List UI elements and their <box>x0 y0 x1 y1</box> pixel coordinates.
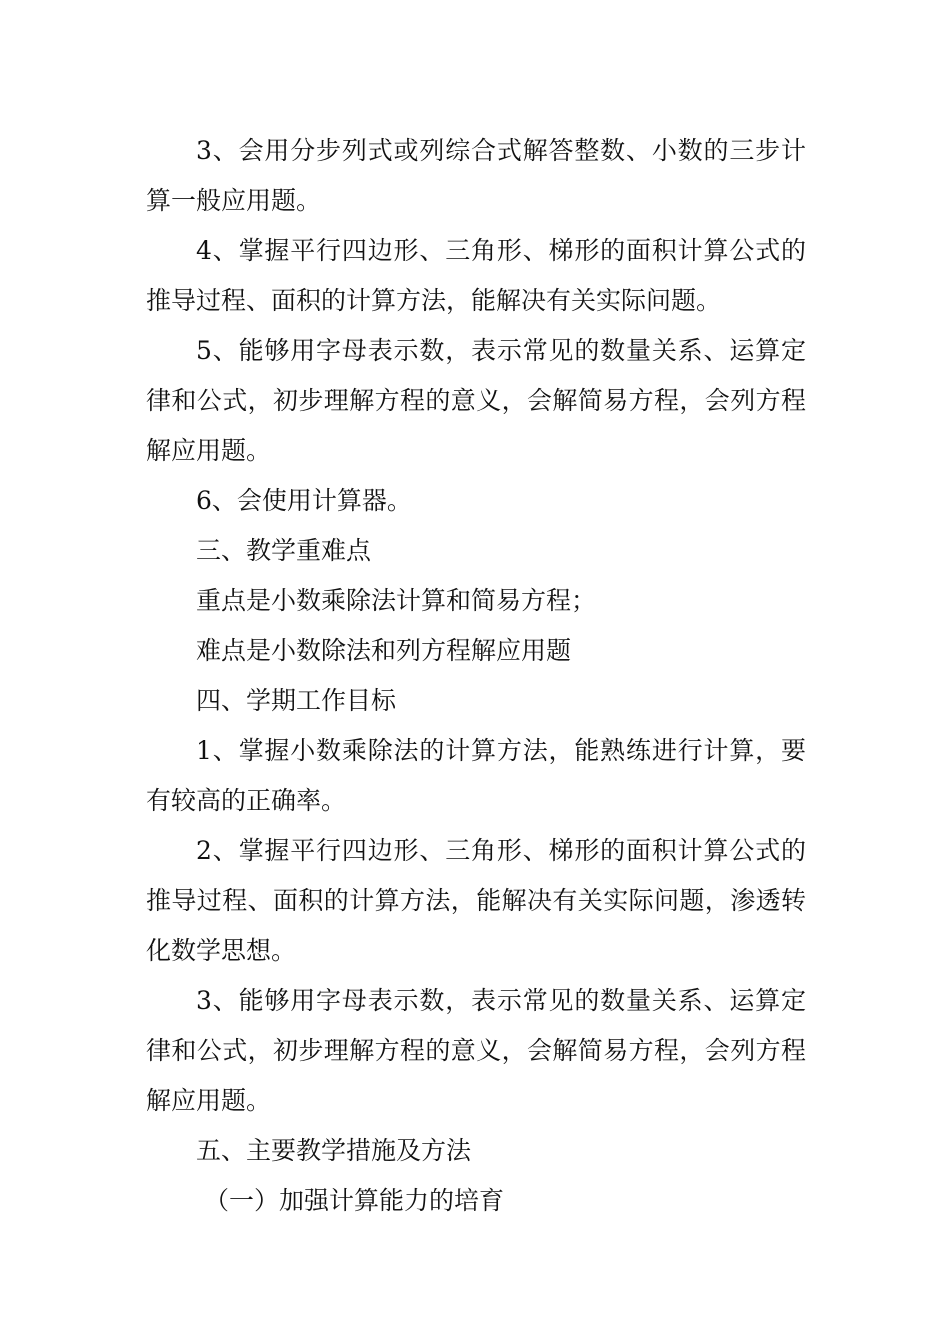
paragraph-term-goal-1: 1、掌握小数乘除法的计算方法，能熟练进行计算，要有较高的正确率。 <box>146 736 806 815</box>
paragraph-difficult-point: 难点是小数除法和列方程解应用题 <box>196 636 572 665</box>
section-heading-key-points: 三、教学重难点 <box>196 536 372 565</box>
section-heading-measures: 五、主要教学措施及方法 <box>196 1136 472 1165</box>
subsection-heading-computation: （一）加强计算能力的培育 <box>204 1186 505 1215</box>
paragraph-goal-5: 5、能够用字母表示数，表示常见的数量关系、运算定律和公式，初步理解方程的意义，会解简易方程，会列方程解应用题。 <box>146 336 806 465</box>
paragraph-term-goal-3: 3、能够用字母表示数，表示常见的数量关系、运算定律和公式，初步理解方程的意义，会解简易方程，会列方程解应用题。 <box>146 986 806 1115</box>
document-body <box>146 126 806 1226</box>
paragraph-goal-3: 3、会用分步列式或列综合式解答整数、小数的三步计算一般应用题。 <box>146 136 806 215</box>
paragraph-key-point: 重点是小数乘除法计算和简易方程； <box>196 586 597 615</box>
paragraph-term-goal-2: 2、掌握平行四边形、三角形、梯形的面积计算公式的推导过程、面积的计算方法，能解决有关实际问题，渗透转化数学思想。 <box>146 836 806 965</box>
section-heading-term-goals: 四、学期工作目标 <box>196 686 397 715</box>
paragraph-goal-6: 6、会使用计算器。 <box>196 486 412 515</box>
paragraph-goal-4: 4、掌握平行四边形、三角形、梯形的面积计算公式的推导过程、面积的计算方法，能解决有关实际问题。 <box>146 236 806 315</box>
